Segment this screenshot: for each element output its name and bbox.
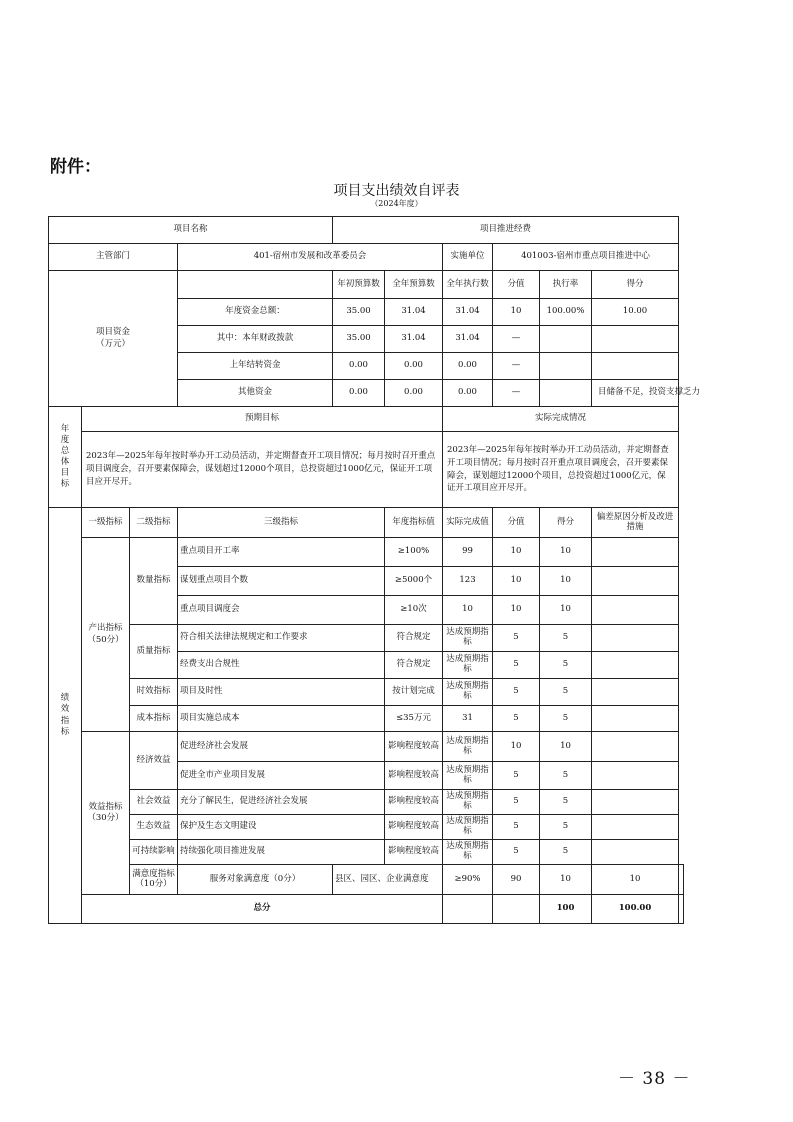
funds-row-annual: 0.00	[385, 353, 443, 380]
indicators-header-row	[49, 508, 684, 538]
funds-row-executed: 0.00	[443, 380, 493, 407]
funds-row-initial: 35.00	[333, 326, 385, 353]
level3-cell: 持续强化项目推进发展	[178, 840, 385, 865]
department-label: 主管部门	[49, 244, 178, 271]
output-indicator-label: 产出指标 （50分）	[82, 538, 130, 732]
target-cell: 符合规定	[385, 625, 443, 652]
score-value-cell: 5	[493, 652, 540, 679]
level3-cell: 符合相关法律法规规定和工作要求	[178, 625, 385, 652]
score-cell: 10	[540, 732, 592, 762]
total-label: 总分	[82, 895, 443, 924]
indicators-side-label: 绩 效 指 标	[49, 508, 82, 924]
level3-cell: 重点项目调度会	[178, 596, 385, 625]
header-deviation: 偏差原因分析及改进措施	[592, 508, 679, 538]
actual-cell: 达成预期指标	[443, 679, 493, 706]
implementing-unit-label: 实施单位	[443, 244, 493, 271]
total-score-value: 100	[540, 895, 592, 924]
funds-row-annual: 31.04	[385, 326, 443, 353]
actual-completion-header: 实际完成情况	[443, 407, 679, 432]
level3-cell: 促进全市产业项目发展	[178, 762, 385, 790]
score-value-cell: 10	[493, 567, 540, 596]
funds-row-score-value: —	[493, 380, 540, 407]
funds-row-label: 年度资金总额：	[178, 299, 333, 326]
actual-completion-text: 2023年—2025年每年按时举办开工动员活动，并定期督查开工项目情况；每月按时召开重点项目调度会，召开要素保障会，谋划超过12000个项目，总投资超过1000亿元，保证开工项目应开尽开。	[443, 432, 679, 508]
implementing-unit-value: 401003-宿州市重点项目推进中心	[493, 244, 679, 271]
satisfaction-level2-label: 服务对象满意度（0分）	[178, 865, 333, 895]
score-value-cell: 10	[493, 732, 540, 762]
social-benefit-label: 社会效益	[130, 790, 178, 815]
target-cell: 影响程度较高	[385, 840, 443, 865]
deviation-cell	[592, 679, 679, 706]
project-name-row	[49, 217, 684, 244]
score-value-cell: 5	[493, 706, 540, 732]
deviation-overflow-text: 目储备不足，投资支撑乏力	[598, 387, 701, 397]
deviation-cell	[592, 538, 679, 567]
quantity-indicator-label: 数量指标	[130, 538, 178, 625]
funds-header-annual: 全年预算数	[385, 271, 443, 299]
project-name-label: 项目名称	[49, 217, 333, 244]
target-cell: ≤35万元	[385, 706, 443, 732]
deviation-cell	[679, 865, 684, 895]
funds-row-score-value: —	[493, 326, 540, 353]
indicator-row	[49, 865, 684, 895]
funds-row-initial: 0.00	[333, 353, 385, 380]
level3-cell: 项目及时性	[178, 679, 385, 706]
score-cell: 5	[540, 762, 592, 790]
funds-row-label: 其他资金	[178, 380, 333, 407]
target-cell: 按计划完成	[385, 679, 443, 706]
ecological-benefit-label: 生态效益	[130, 815, 178, 840]
deviation-cell	[592, 762, 679, 790]
funds-row-score: 10.00	[592, 299, 679, 326]
deviation-cell	[592, 706, 679, 732]
funds-label: 项目资金 （万元）	[49, 271, 178, 407]
target-cell: ≥100%	[385, 538, 443, 567]
target-cell: 符合规定	[385, 652, 443, 679]
indicator-row	[49, 815, 684, 840]
funds-row-annual: 31.04	[385, 299, 443, 326]
goals-side-label: 年 度 总 体 目 标	[49, 407, 82, 508]
header-level3: 三级指标	[178, 508, 385, 538]
target-cell: 影响程度较高	[385, 762, 443, 790]
score-value-cell: 10	[493, 596, 540, 625]
level3-cell: 县区、园区、企业满意度	[333, 865, 443, 895]
funds-header-executed: 全年执行数	[443, 271, 493, 299]
score-value-cell: 10	[493, 538, 540, 567]
quality-indicator-label: 质量指标	[130, 625, 178, 679]
funds-row-executed: 31.04	[443, 326, 493, 353]
score-value-cell: 5	[493, 679, 540, 706]
project-name-value: 项目推进经费	[333, 217, 679, 244]
level3-cell: 充分了解民生，促进经济社会发展	[178, 790, 385, 815]
indicator-row	[49, 679, 684, 706]
actual-cell: 达成预期指标	[443, 815, 493, 840]
deviation-cell	[592, 790, 679, 815]
header-score-value: 分值	[493, 508, 540, 538]
funds-row-executed: 0.00	[443, 353, 493, 380]
target-cell: 影响程度较高	[385, 815, 443, 840]
funds-row-score	[592, 326, 679, 353]
page-subtitle: （2024年度）	[370, 199, 423, 208]
actual-cell: 达成预期指标	[443, 652, 493, 679]
total-blank-actual	[493, 895, 540, 924]
level3-cell: 促进经济社会发展	[178, 732, 385, 762]
indicator-row	[49, 790, 684, 815]
score-value-cell: 5	[493, 625, 540, 652]
actual-cell: 达成预期指标	[443, 840, 493, 865]
header-level1: 一级指标	[82, 508, 130, 538]
funds-row-score-value: 10	[493, 299, 540, 326]
header-score: 得分	[540, 508, 592, 538]
deviation-cell	[592, 652, 679, 679]
indicator-row	[49, 732, 684, 762]
indicator-row	[49, 706, 684, 732]
funds-row-initial: 0.00	[333, 380, 385, 407]
level3-cell: 谋划重点项目个数	[178, 567, 385, 596]
actual-cell: 123	[443, 567, 493, 596]
level3-cell: 保护及生态文明建设	[178, 815, 385, 840]
score-value-cell: 10	[540, 865, 592, 895]
score-value-cell: 5	[493, 815, 540, 840]
header-actual: 实际完成值	[443, 508, 493, 538]
score-value-cell: 5	[493, 762, 540, 790]
target-cell: ≥90%	[443, 865, 493, 895]
indicator-row	[49, 625, 684, 652]
funds-row-label: 其中：本年财政拨款	[178, 326, 333, 353]
funds-row-label: 上年结转资金	[178, 353, 333, 380]
funds-row-rate	[540, 353, 592, 380]
funds-header-row	[49, 271, 684, 299]
score-cell: 10	[592, 865, 679, 895]
total-blank-deviation	[679, 895, 684, 924]
indicator-row	[49, 538, 684, 567]
deviation-cell	[592, 840, 679, 865]
deviation-cell	[592, 625, 679, 652]
department-value: 401-宿州市发展和改革委员会	[178, 244, 443, 271]
expected-goal-text: 2023年—2025年每年按时举办开工动员活动，并定期督查开工项目情况；每月按时召开重点项目调度会，召开要素保障会，谋划超过12000个项目，总投资超过1000亿元，保证开工项目应开尽开。	[82, 432, 443, 508]
deviation-cell	[592, 815, 679, 840]
score-cell: 5	[540, 815, 592, 840]
funds-row-executed: 31.04	[443, 299, 493, 326]
score-cell: 10	[540, 596, 592, 625]
score-cell: 5	[540, 679, 592, 706]
target-cell: 影响程度较高	[385, 790, 443, 815]
actual-cell: 90	[493, 865, 540, 895]
funds-row-rate	[540, 380, 592, 407]
indicator-row	[49, 840, 684, 865]
score-cell: 10	[540, 538, 592, 567]
total-row	[49, 895, 684, 924]
funds-row-annual: 0.00	[385, 380, 443, 407]
actual-cell: 达成预期指标	[443, 732, 493, 762]
goals-content-row	[49, 432, 684, 508]
evaluation-table	[48, 216, 684, 924]
score-cell: 5	[540, 652, 592, 679]
score-value-cell: 5	[493, 790, 540, 815]
sustainable-impact-label: 可持续影响	[130, 840, 178, 865]
funds-header-initial: 年初预算数	[333, 271, 385, 299]
score-cell: 5	[540, 706, 592, 732]
funds-row-rate: 100.00%	[540, 299, 592, 326]
target-cell: ≥10次	[385, 596, 443, 625]
score-cell: 10	[540, 567, 592, 596]
attachment-label: 附件：	[50, 157, 101, 177]
page-title: 项目支出绩效自评表	[333, 183, 460, 199]
funds-header-score-value: 分值	[493, 271, 540, 299]
funds-row-rate	[540, 326, 592, 353]
total-score: 100.00	[592, 895, 679, 924]
timeliness-indicator-label: 时效指标	[130, 679, 178, 706]
level3-cell: 经费支出合规性	[178, 652, 385, 679]
header-target: 年度指标值	[385, 508, 443, 538]
target-cell: 影响程度较高	[385, 732, 443, 762]
actual-cell: 达成预期指标	[443, 625, 493, 652]
score-cell: 5	[540, 790, 592, 815]
score-cell: 5	[540, 840, 592, 865]
goals-header-row	[49, 407, 684, 432]
level3-cell: 重点项目开工率	[178, 538, 385, 567]
economic-benefit-label: 经济效益	[130, 732, 178, 790]
header-level2: 二级指标	[130, 508, 178, 538]
score-cell: 5	[540, 625, 592, 652]
funds-header-rate: 执行率	[540, 271, 592, 299]
deviation-cell	[592, 596, 679, 625]
expected-goal-header: 预期目标	[82, 407, 443, 432]
actual-cell: 10	[443, 596, 493, 625]
benefit-indicator-label: 效益指标 （30分）	[82, 732, 130, 895]
page-number: － 38 －	[618, 1069, 691, 1089]
level3-cell: 项目实施总成本	[178, 706, 385, 732]
actual-cell: 达成预期指标	[443, 762, 493, 790]
actual-cell: 达成预期指标	[443, 790, 493, 815]
funds-row-score-value: —	[493, 353, 540, 380]
cost-indicator-label: 成本指标	[130, 706, 178, 732]
funds-row-score	[592, 353, 679, 380]
deviation-cell	[592, 567, 679, 596]
funds-header-score: 得分	[592, 271, 679, 299]
score-value-cell: 5	[493, 840, 540, 865]
satisfaction-indicator-label: 满意度指标（10分）	[130, 865, 178, 895]
deviation-cell	[592, 732, 679, 762]
target-cell: ≥5000个	[385, 567, 443, 596]
actual-cell: 99	[443, 538, 493, 567]
department-row	[49, 244, 684, 271]
total-blank-target	[443, 895, 493, 924]
funds-header-blank	[178, 271, 333, 299]
funds-row-initial: 35.00	[333, 299, 385, 326]
actual-cell: 31	[443, 706, 493, 732]
